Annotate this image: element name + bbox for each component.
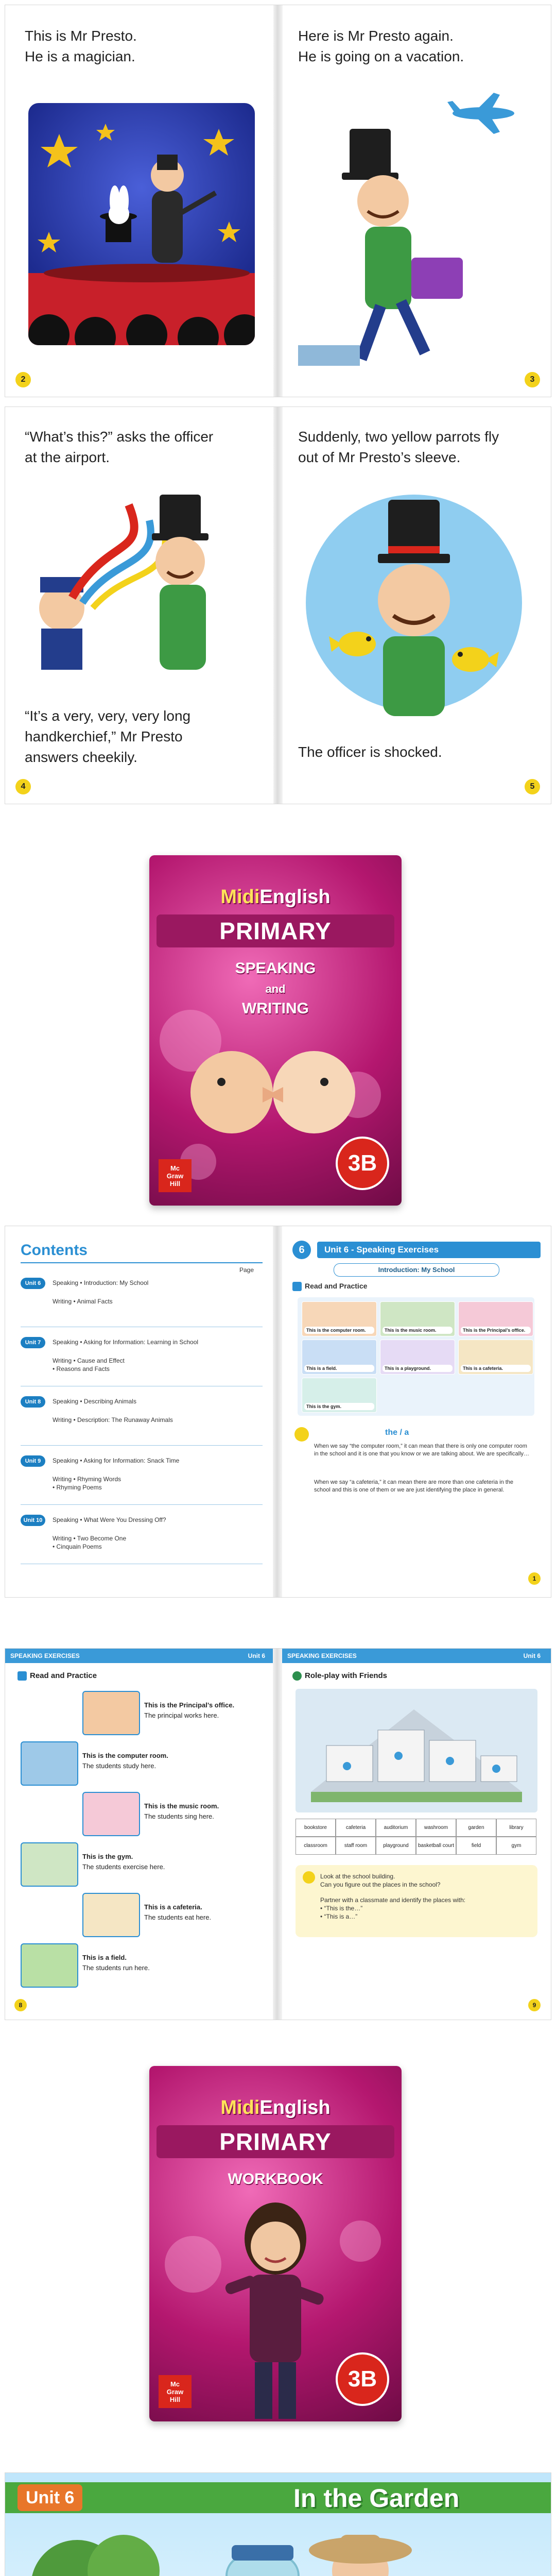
place-word-cell: washroom bbox=[416, 1819, 456, 1837]
unit-tag[interactable]: Unit 7 bbox=[21, 1337, 45, 1348]
contents-writing-line[interactable]: Writing • Cause and Effect • Reasons and Facts bbox=[53, 1357, 125, 1372]
place-sentence: The students study here. bbox=[82, 1762, 157, 1770]
people-icon bbox=[292, 1671, 302, 1681]
contents-writing-line[interactable]: Writing • Two Become One • Cinquain Poems bbox=[53, 1535, 127, 1550]
school-place-panel bbox=[302, 1340, 377, 1375]
story-text-bottom: “It’s a very, very, very long handkerchief,” Mr Presto answers cheekily. bbox=[25, 708, 191, 765]
unit-title: In the Garden bbox=[293, 2484, 460, 2513]
place-word-cell: playground bbox=[376, 1837, 416, 1855]
unit6-intro-page bbox=[282, 1226, 551, 1597]
place-picture bbox=[21, 1741, 78, 1786]
contents-writing-line[interactable]: Writing • Animal Facts bbox=[53, 1298, 113, 1305]
place-word-cell: classroom bbox=[296, 1837, 336, 1855]
contents-speaking-line[interactable]: Speaking • Describing Animals bbox=[53, 1398, 136, 1405]
place-sentence-bold: This is the music room. bbox=[144, 1802, 219, 1810]
roleplay-text: Role-play with Friends bbox=[305, 1671, 388, 1680]
story-page-2 bbox=[5, 5, 278, 397]
story-text: This is Mr Presto. He is a magician. bbox=[25, 28, 137, 64]
contents-writing-line[interactable]: Writing • Description: The Runaway Animals bbox=[53, 1416, 173, 1423]
place-word-cell: bookstore bbox=[296, 1819, 336, 1837]
section-header-text: SPEAKING EXERCISES bbox=[287, 1652, 357, 1659]
airplane-icon bbox=[447, 93, 514, 134]
book-icon bbox=[292, 1282, 302, 1291]
level-badge: 3B bbox=[336, 2352, 389, 2406]
magic-show-scene bbox=[28, 103, 255, 345]
subtitle-speaking: SPEAKING bbox=[235, 960, 316, 977]
story-text: Here is Mr Presto again. He is going on a vacation. bbox=[298, 28, 464, 64]
place-picture bbox=[21, 1842, 78, 1887]
storybook-spread-2 bbox=[5, 407, 551, 804]
school-place-panel bbox=[458, 1340, 533, 1375]
level-badge: 3B bbox=[336, 1137, 389, 1190]
magician-illustration bbox=[28, 103, 255, 345]
page-number: 2 bbox=[15, 372, 31, 387]
section-header-text: SPEAKING EXERCISES bbox=[10, 1652, 80, 1659]
story-page-5 bbox=[283, 407, 551, 804]
unit-label: Unit 6 bbox=[18, 2484, 82, 2511]
read-practice-text: Read and Practice bbox=[30, 1671, 97, 1680]
series-title: PRIMARY bbox=[157, 914, 394, 947]
place-word-grid bbox=[296, 1819, 537, 1855]
storybook-spread-1 bbox=[5, 5, 551, 397]
two-faces-illustration bbox=[185, 1025, 360, 1149]
contents-speaking-line[interactable]: Speaking • What Were You Dressing Off? bbox=[53, 1516, 166, 1523]
place-word-cell: garden bbox=[456, 1819, 496, 1837]
unit-subheader: Introduction: My School bbox=[334, 1263, 499, 1277]
parrots-illustration bbox=[301, 489, 527, 716]
school-building-illustration bbox=[296, 1689, 537, 1812]
place-word-cell: gym bbox=[496, 1837, 536, 1855]
practice-left-page bbox=[5, 1649, 275, 2020]
place-word-cell: library bbox=[496, 1819, 536, 1837]
unit-header: Unit 6 - Speaking Exercises bbox=[317, 1242, 541, 1258]
unit-opener-spread bbox=[5, 2473, 551, 2576]
grammar-note-2: When we say “a cafeteria,” it can mean there are more than one cafeteria in the school and this is one of them or we are just identifying the place in general. bbox=[314, 1479, 514, 1493]
place-caption: This is the gym. bbox=[304, 1403, 374, 1410]
place-sentence-bold: This is a field. bbox=[82, 1954, 127, 1961]
school-place-panel bbox=[380, 1301, 455, 1336]
place-sentence: The students eat here. bbox=[144, 1913, 212, 1921]
place-caption: This is a field. bbox=[304, 1365, 374, 1372]
read-practice-label bbox=[18, 1671, 97, 1681]
place-sentence: The students exercise here. bbox=[82, 1863, 165, 1871]
unit-tag[interactable]: Unit 6 bbox=[21, 1278, 45, 1289]
story-page-3 bbox=[283, 5, 551, 397]
page-number: 1 bbox=[528, 1572, 541, 1585]
place-word-cell: auditorium bbox=[376, 1819, 416, 1837]
series-title: PRIMARY bbox=[157, 2125, 394, 2158]
place-sentence: The principal works here. bbox=[144, 1711, 219, 1719]
contents-writing-line[interactable]: Writing • Rhyming Words • Rhyming Poems bbox=[53, 1476, 121, 1491]
brand-english: English bbox=[259, 886, 331, 908]
school-place-panel bbox=[458, 1301, 533, 1336]
subtitle-writing: WRITING bbox=[242, 1000, 309, 1017]
grammar-title: the / a bbox=[385, 1428, 409, 1437]
contents-spread bbox=[5, 1226, 551, 1597]
workbook-cover bbox=[149, 2066, 402, 2421]
place-sentence-bold: This is a cafeteria. bbox=[144, 1903, 202, 1911]
story-page-4 bbox=[5, 407, 278, 804]
publisher-logo: Mc Graw Hill bbox=[159, 2375, 192, 2408]
story-text-top: “What’s this?” asks the officer at the airport. bbox=[25, 429, 214, 465]
workbook-subtitle: WORKBOOK bbox=[228, 2171, 323, 2188]
page-number: 8 bbox=[14, 1999, 27, 2011]
book-gutter bbox=[273, 1226, 282, 1597]
task-text-1: Look at the school building. Can you figure out the places in the school? bbox=[320, 1873, 441, 1888]
subtitle-and: and bbox=[265, 982, 286, 995]
unit-label: Unit 6 bbox=[523, 1652, 541, 1659]
brand-english: English bbox=[259, 2097, 331, 2119]
brand-midi: Midi bbox=[220, 886, 260, 908]
contents-speaking-line[interactable]: Speaking • Asking for Information: Snack Time bbox=[53, 1457, 180, 1464]
contents-page bbox=[5, 1226, 275, 1597]
place-word-cell: basketball court bbox=[416, 1837, 456, 1855]
unit-tag[interactable]: Unit 10 bbox=[21, 1515, 45, 1526]
place-sentence-bold: This is the Principal’s office. bbox=[144, 1701, 235, 1709]
practice-right-page bbox=[282, 1649, 551, 2020]
place-picture bbox=[82, 1893, 140, 1937]
grammar-note-1: When we say “the computer room,” it can mean that there is only one computer room in the school and it is one that you know or we are talking about. We are specifically… bbox=[314, 1443, 530, 1457]
speaking-writing-cover bbox=[149, 855, 402, 1206]
place-word-cell: cafeteria bbox=[336, 1819, 376, 1837]
brand-logo bbox=[149, 886, 402, 908]
story-text-bottom: The officer is shocked. bbox=[298, 744, 442, 760]
contents-speaking-line[interactable]: Speaking • Introduction: My School bbox=[53, 1279, 149, 1286]
place-picture bbox=[21, 1943, 78, 1988]
task-text-2: Partner with a classmate and identify the places with: • “This is the…” • “This is a…” bbox=[320, 1896, 466, 1920]
lightbulb-icon bbox=[303, 1871, 315, 1884]
practice-spread bbox=[5, 1649, 551, 2020]
place-picture bbox=[82, 1792, 140, 1836]
contents-speaking-line[interactable]: Speaking • Asking for Information: Learning in School bbox=[53, 1338, 199, 1346]
garden-scene-illustration bbox=[5, 2514, 551, 2576]
unit-label: Unit 6 bbox=[248, 1652, 265, 1659]
place-caption: This is a playground. bbox=[383, 1365, 453, 1372]
divider bbox=[21, 1504, 263, 1505]
publisher-logo: Mc Graw Hill bbox=[159, 1159, 192, 1192]
unit-tag[interactable]: Unit 9 bbox=[21, 1455, 45, 1467]
book-gutter bbox=[273, 5, 283, 397]
officer-scene-illustration bbox=[26, 474, 263, 670]
contents-title: Contents bbox=[21, 1242, 88, 1259]
divider bbox=[21, 1262, 263, 1263]
school-place-panel bbox=[302, 1378, 377, 1413]
page-number: 5 bbox=[525, 779, 540, 794]
page-number: 4 bbox=[15, 779, 31, 794]
school-panels bbox=[298, 1297, 534, 1416]
unit-banner bbox=[5, 2482, 551, 2513]
place-picture bbox=[82, 1691, 140, 1735]
girl-illustration bbox=[208, 2197, 342, 2419]
school-place-panel bbox=[380, 1340, 455, 1375]
brand-logo bbox=[149, 2097, 402, 2119]
place-caption: This is a cafeteria. bbox=[461, 1365, 531, 1372]
lightbulb-icon bbox=[294, 1427, 309, 1442]
read-practice-text: Read and Practice bbox=[305, 1282, 368, 1290]
book-gutter bbox=[273, 1649, 282, 2020]
unit-tag[interactable]: Unit 8 bbox=[21, 1396, 45, 1408]
place-word-cell: staff room bbox=[336, 1837, 376, 1855]
place-caption: This is the Principal’s office. bbox=[461, 1327, 531, 1334]
place-word-cell: field bbox=[456, 1837, 496, 1855]
unit-number-badge: 6 bbox=[292, 1241, 311, 1259]
place-sentence: The students run here. bbox=[82, 1964, 150, 1972]
section-header bbox=[5, 1649, 275, 1663]
place-sentence: The students sing here. bbox=[144, 1812, 214, 1820]
place-caption: This is the music room. bbox=[383, 1327, 453, 1334]
page-number: 9 bbox=[528, 1999, 541, 2011]
book-gutter bbox=[273, 407, 283, 804]
school-place-panel bbox=[302, 1301, 377, 1336]
place-sentence-bold: This is the computer room. bbox=[82, 1752, 168, 1759]
book-icon bbox=[18, 1671, 27, 1681]
traveler-illustration bbox=[293, 88, 535, 376]
brand-midi: Midi bbox=[220, 2097, 260, 2119]
story-text-top: Suddenly, two yellow parrots fly out of Mr Presto’s sleeve. bbox=[298, 429, 499, 465]
roleplay-label bbox=[292, 1671, 387, 1681]
page-number: 3 bbox=[525, 372, 540, 387]
read-practice-label bbox=[292, 1282, 367, 1291]
place-caption: This is the computer room. bbox=[304, 1327, 374, 1334]
page-column-label: Page bbox=[239, 1266, 254, 1274]
section-header bbox=[282, 1649, 551, 1663]
decorative-bubble bbox=[340, 2221, 381, 2262]
divider bbox=[21, 1445, 263, 1446]
place-sentence-bold: This is the gym. bbox=[82, 1853, 133, 1860]
